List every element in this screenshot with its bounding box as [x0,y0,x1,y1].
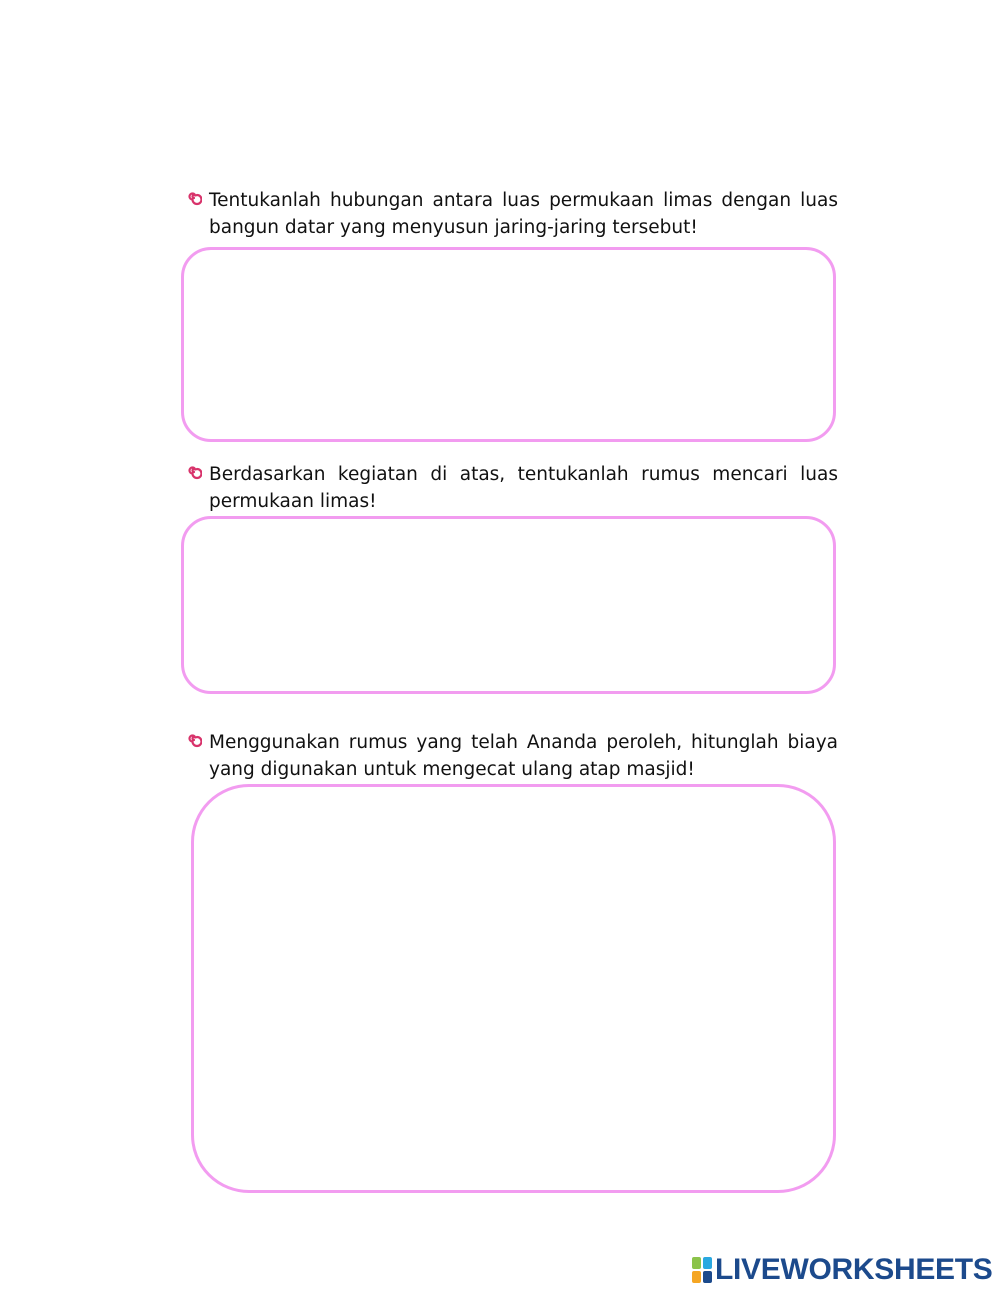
question-1 [186,187,838,241]
swirl-icon [186,732,202,748]
answer-box-3[interactable] [191,784,836,1193]
liveworksheets-logo-icon [692,1257,712,1283]
swirl-icon [186,464,202,480]
swirl-icon [186,190,202,206]
liveworksheets-brand-text: LIVEWORKSHEETS [715,1253,993,1286]
question-2 [186,461,838,515]
liveworksheets-logo[interactable] [692,1252,993,1288]
question-3-text: Menggunakan rumus yang telah Ananda peroleh, hitunglah biaya yang digunakan untuk mengecat ulang atap masjid! [209,732,838,780]
answer-box-2[interactable] [181,516,836,694]
question-1-text: Tentukanlah hubungan antara luas permukaan limas dengan luas bangun datar yang menyusun jaring-jaring tersebut! [209,190,838,238]
question-3 [186,729,838,783]
answer-box-1[interactable] [181,247,836,442]
question-2-text: Berdasarkan kegiatan di atas, tentukanlah rumus mencari luas permukaan limas! [209,464,838,512]
